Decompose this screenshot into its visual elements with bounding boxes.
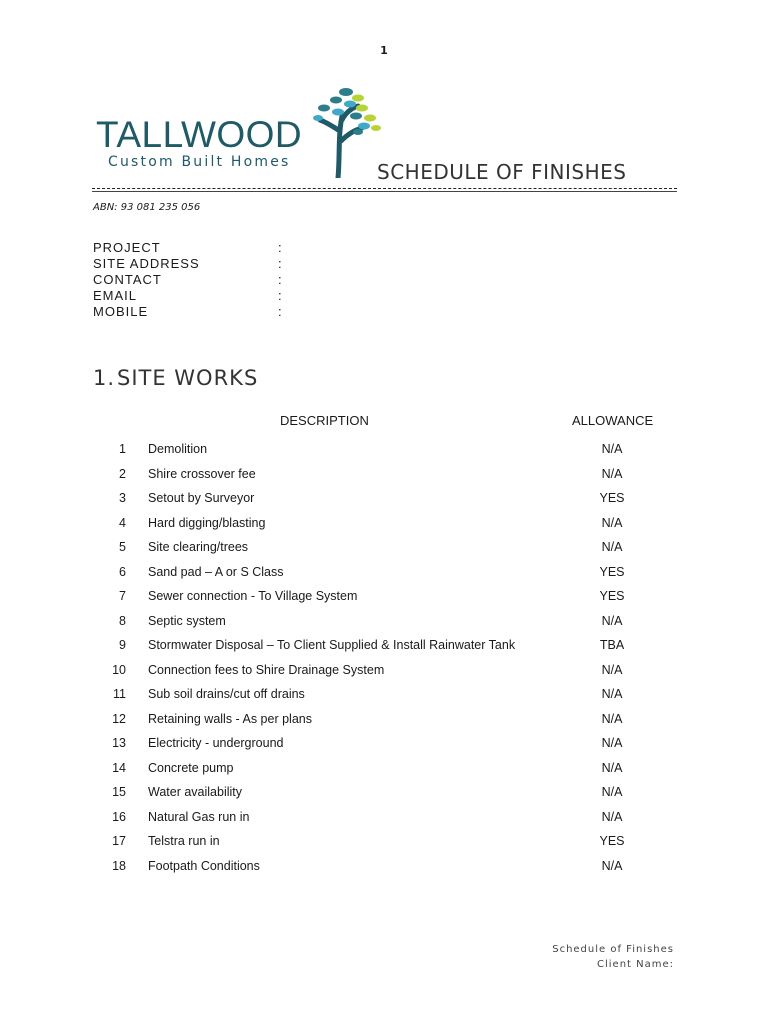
section-heading	[93, 366, 258, 390]
abn-number: ABN: 93 081 235 056	[93, 202, 201, 213]
section-number: 1.	[93, 366, 116, 390]
table-row	[100, 808, 660, 833]
row-description: Concrete pump	[148, 760, 234, 775]
row-allowance: N/A	[601, 760, 623, 775]
row-allowance: N/A	[601, 858, 623, 873]
page-number: 1	[380, 44, 388, 57]
table-row	[100, 514, 660, 539]
row-number: 15	[112, 785, 126, 799]
row-description: Water availability	[148, 785, 243, 799]
row-allowance: YES	[599, 564, 625, 579]
project-info	[93, 240, 293, 320]
table-row	[100, 685, 660, 710]
info-label: CONTACT	[93, 272, 162, 287]
row-allowance: YES	[599, 589, 625, 603]
row-allowance: N/A	[601, 515, 623, 530]
row-description: Site clearing/trees	[148, 540, 249, 554]
row-number: 4	[119, 515, 126, 530]
row-allowance: YES	[599, 491, 625, 505]
row-description: Demolition	[148, 442, 208, 456]
info-separator: :	[278, 304, 283, 319]
info-label: EMAIL	[93, 288, 138, 303]
footer-client-name: Client Name:	[597, 959, 674, 970]
row-number: 13	[112, 736, 126, 750]
table-row	[100, 587, 660, 612]
table-row	[100, 832, 660, 857]
row-allowance: YES	[599, 834, 625, 848]
row-number: 7	[119, 589, 126, 603]
row-allowance: N/A	[601, 442, 623, 456]
row-number: 5	[119, 540, 126, 554]
table-row	[100, 489, 660, 514]
info-row-site-address	[93, 256, 293, 272]
column-header-description: DESCRIPTION	[280, 413, 369, 428]
table-row	[100, 440, 660, 465]
info-row-project	[93, 240, 293, 256]
row-description: Stormwater Disposal – To Client Supplied & Install Rainwater Tank	[148, 638, 516, 652]
logo-tagline: Custom Built Homes	[108, 154, 291, 170]
tree-icon	[302, 86, 386, 178]
page-footer	[552, 942, 674, 972]
info-label: PROJECT	[93, 240, 161, 255]
row-number: 2	[119, 466, 126, 481]
row-number: 6	[119, 564, 126, 579]
table-row	[100, 857, 660, 882]
row-allowance: N/A	[601, 785, 623, 799]
row-description: Setout by Surveyor	[148, 491, 255, 505]
row-description: Footpath Conditions	[148, 858, 260, 873]
footer-doc-name: Schedule of Finishes	[552, 944, 674, 955]
row-allowance: N/A	[601, 687, 623, 701]
company-logo	[96, 86, 386, 178]
info-separator: :	[278, 256, 283, 271]
info-separator: :	[278, 272, 283, 287]
row-number: 3	[119, 491, 126, 505]
row-allowance: TBA	[599, 638, 625, 652]
table-row	[100, 563, 660, 588]
row-number: 18	[112, 858, 126, 873]
row-number: 14	[112, 760, 126, 775]
table-row	[100, 538, 660, 563]
row-description: Telstra run in	[148, 834, 220, 848]
info-separator: :	[278, 288, 283, 303]
row-allowance: N/A	[601, 662, 623, 677]
info-label: SITE ADDRESS	[93, 256, 200, 271]
row-allowance: N/A	[601, 613, 623, 628]
row-number: 10	[112, 662, 126, 677]
row-number: 9	[119, 638, 126, 652]
info-separator: :	[278, 240, 283, 255]
row-description: Sewer connection - To Village System	[148, 589, 358, 603]
table-row	[100, 661, 660, 686]
header-divider-line	[92, 191, 677, 192]
row-description: Electricity - underground	[148, 736, 284, 750]
table-row	[100, 465, 660, 490]
row-description: Natural Gas run in	[148, 809, 250, 824]
row-description: Connection fees to Shire Drainage System	[148, 662, 385, 677]
row-description: Retaining walls - As per plans	[148, 711, 312, 726]
table-row	[100, 783, 660, 808]
table-row	[100, 734, 660, 759]
row-number: 12	[112, 711, 126, 726]
row-description: Sand pad – A or S Class	[148, 564, 284, 579]
row-number: 16	[112, 809, 126, 824]
row-description: Sub soil drains/cut off drains	[148, 687, 305, 701]
row-description: Septic system	[148, 613, 226, 628]
section-title: SITE WORKS	[117, 366, 259, 390]
info-row-email	[93, 288, 293, 304]
row-allowance: N/A	[601, 809, 623, 824]
site-works-table	[100, 440, 660, 881]
row-description: Hard digging/blasting	[148, 515, 266, 530]
row-allowance: N/A	[601, 540, 623, 554]
info-row-mobile	[93, 304, 293, 320]
document-title: SCHEDULE OF FINISHES	[377, 160, 627, 184]
row-number: 1	[119, 442, 126, 456]
logo-wordmark: TALLWOOD	[96, 114, 303, 155]
row-allowance: N/A	[601, 711, 623, 726]
row-number: 17	[112, 834, 126, 848]
table-row	[100, 636, 660, 661]
info-label: MOBILE	[93, 304, 149, 319]
row-allowance: N/A	[601, 736, 623, 750]
row-description: Shire crossover fee	[148, 466, 256, 481]
row-allowance: N/A	[601, 466, 623, 481]
table-row	[100, 710, 660, 735]
row-number: 11	[113, 687, 126, 701]
row-number: 8	[119, 613, 126, 628]
info-row-contact	[93, 272, 293, 288]
column-header-allowance: ALLOWANCE	[572, 413, 654, 428]
table-row	[100, 612, 660, 637]
table-row	[100, 759, 660, 784]
header-divider	[92, 188, 677, 189]
